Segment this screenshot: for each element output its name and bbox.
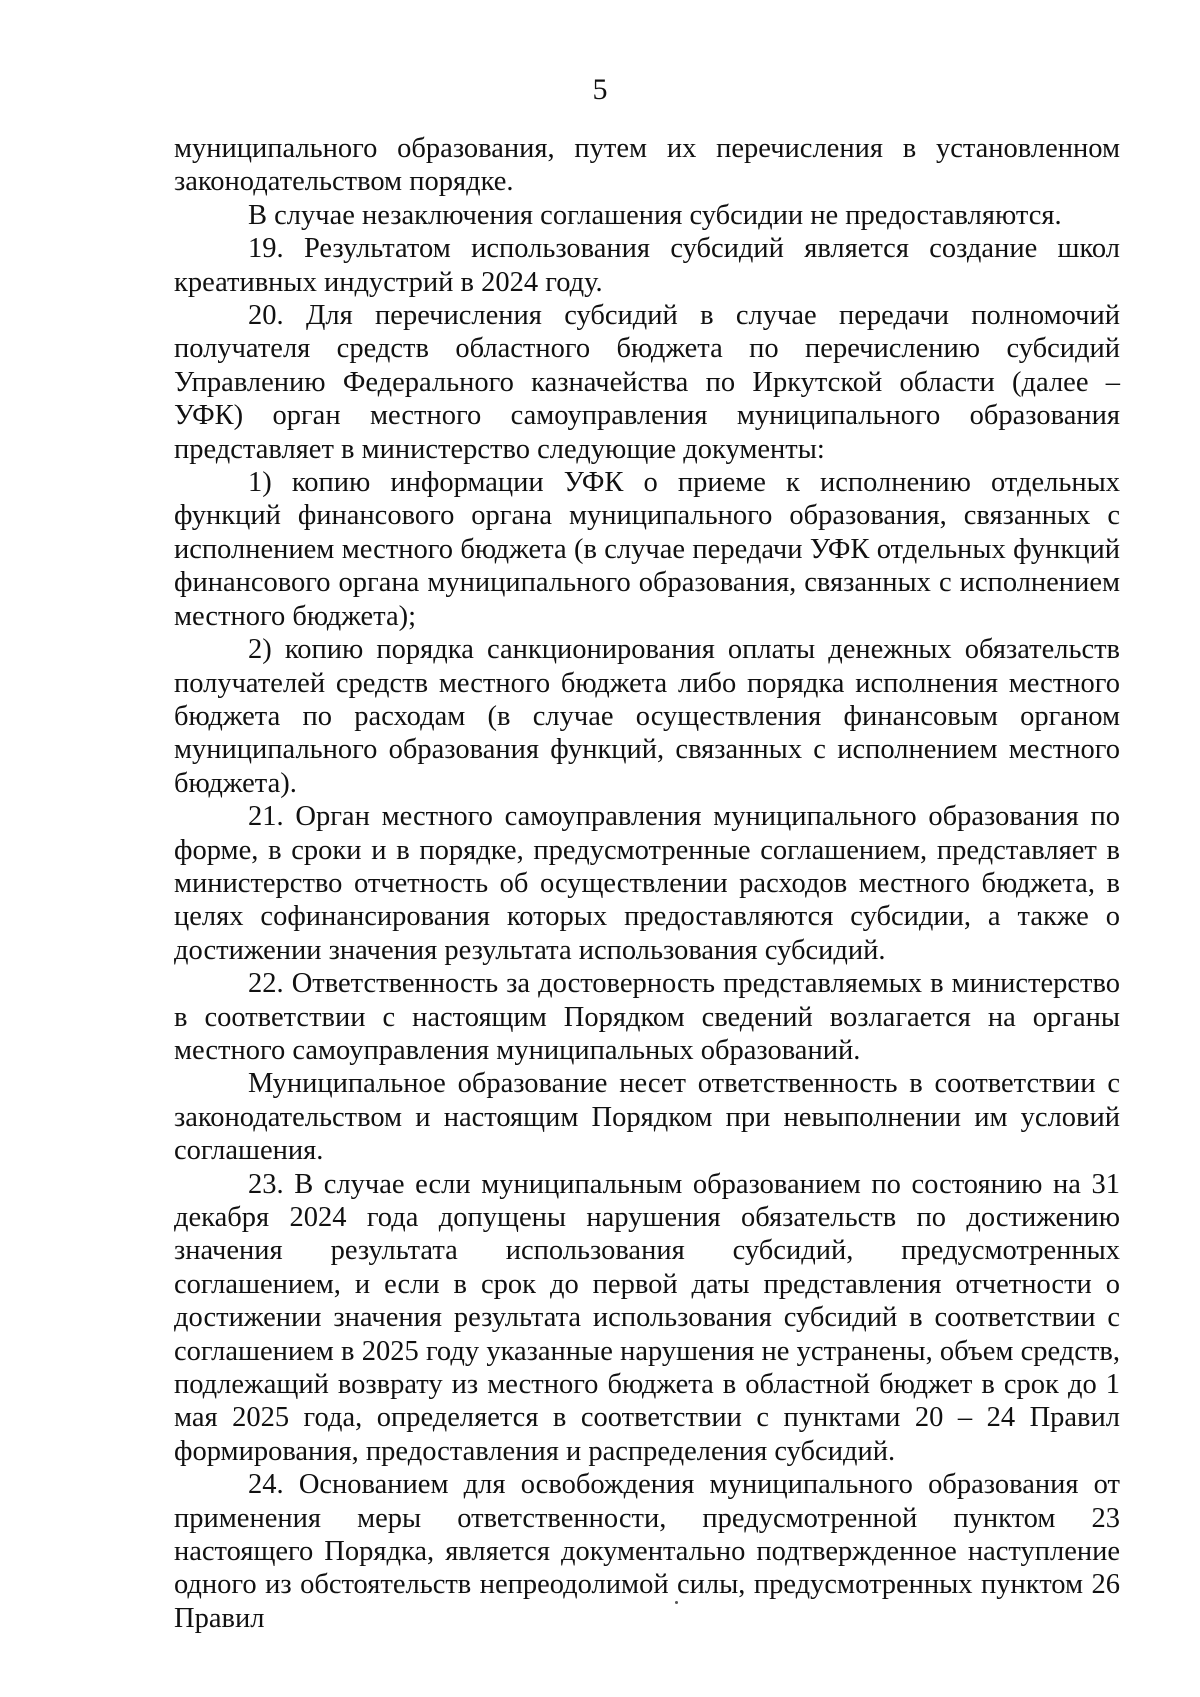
paragraph-item-20: 20. Для перечисления субсидий в случае передачи полномочий получателя средств областного бюджета по перечислению субсидий Управлению Федерального казначейства по Иркутской области (далее – УФК) орган местного самоуправления муниципального образования представляет в министерство следующие документы: (174, 300, 1120, 465)
scan-speck (675, 1601, 678, 1604)
paragraph-item-19: 19. Результатом использования субсидий является создание школ креативных индустрий в 2024 году. (174, 233, 1120, 298)
paragraph-item-22: 22. Ответственность за достоверность представляемых в министерство в соответствии с настоящим Порядком сведений возлагается на органы местного самоуправления муниципальных образований. (174, 968, 1120, 1066)
paragraph-item-24: 24. Основанием для освобождения муниципального образования от применения меры ответственности, предусмотренной пунктом 23 настоящего Порядка, является документально подтвержденное наступление одного из обстоятельств непреодолимой силы, предусмотренных пунктом 26 Правил (174, 1469, 1120, 1634)
paragraph-no-agreement: В случае незаключения соглашения субсидии не предоставляются. (248, 199, 1062, 231)
document-body (174, 132, 1120, 1635)
paragraph-continuation: муниципального образования, путем их перечисления в установленном законодательством порядке. (174, 133, 1120, 198)
paragraph-item-20-sub-2: 2) копию порядка санкционирования оплаты денежных обязательств получателей средств местного бюджета либо порядка исполнения местного бюджета по расходам (в случае осуществления финансовым органом муниципального образования функций, связанных с исполнением местного бюджета). (174, 634, 1120, 799)
page-number: 5 (592, 73, 608, 106)
paragraph-responsibility: Муниципальное образование несет ответственность в соответствии с законодательством и настоящим Порядком при невыполнении им условий соглашения. (174, 1068, 1120, 1167)
paragraph-item-23: 23. В случае если муниципальным образованием по состоянию на 31 декабря 2024 года допущены нарушения обязательств по достижению значения результата использования субсидий, предусмотренных соглашением, и если в срок до первой даты представления отчетности о достижении значения результата использования субсидий в соответствии с соглашением в 2025 году указанные нарушения не устранены, объем средств, подлежащий возврату из местного бюджета в областной бюджет в срок до 1 мая 2025 года, определяется в соответствии с пунктами 20 – 24 Правил формирования, предоставления и распределения субсидий. (174, 1168, 1120, 1467)
paragraph-item-21: 21. Орган местного самоуправления муниципального образования по форме, в сроки и в порядке, предусмотренные соглашением, представляет в министерство отчетность об осуществлении расходов местного бюджета, в целях софинансирования которых предоставляются субсидии, а также о достижении значения результата использования субсидий. (174, 801, 1120, 966)
paragraph-item-20-sub-1: 1) копию информации УФК о приеме к исполнению отдельных функций финансового органа муниципального образования, связанных с исполнением местного бюджета (в случае передачи УФК отдельных функций финансового органа муниципального образования, связанных с исполнением местного бюджета); (174, 467, 1120, 632)
